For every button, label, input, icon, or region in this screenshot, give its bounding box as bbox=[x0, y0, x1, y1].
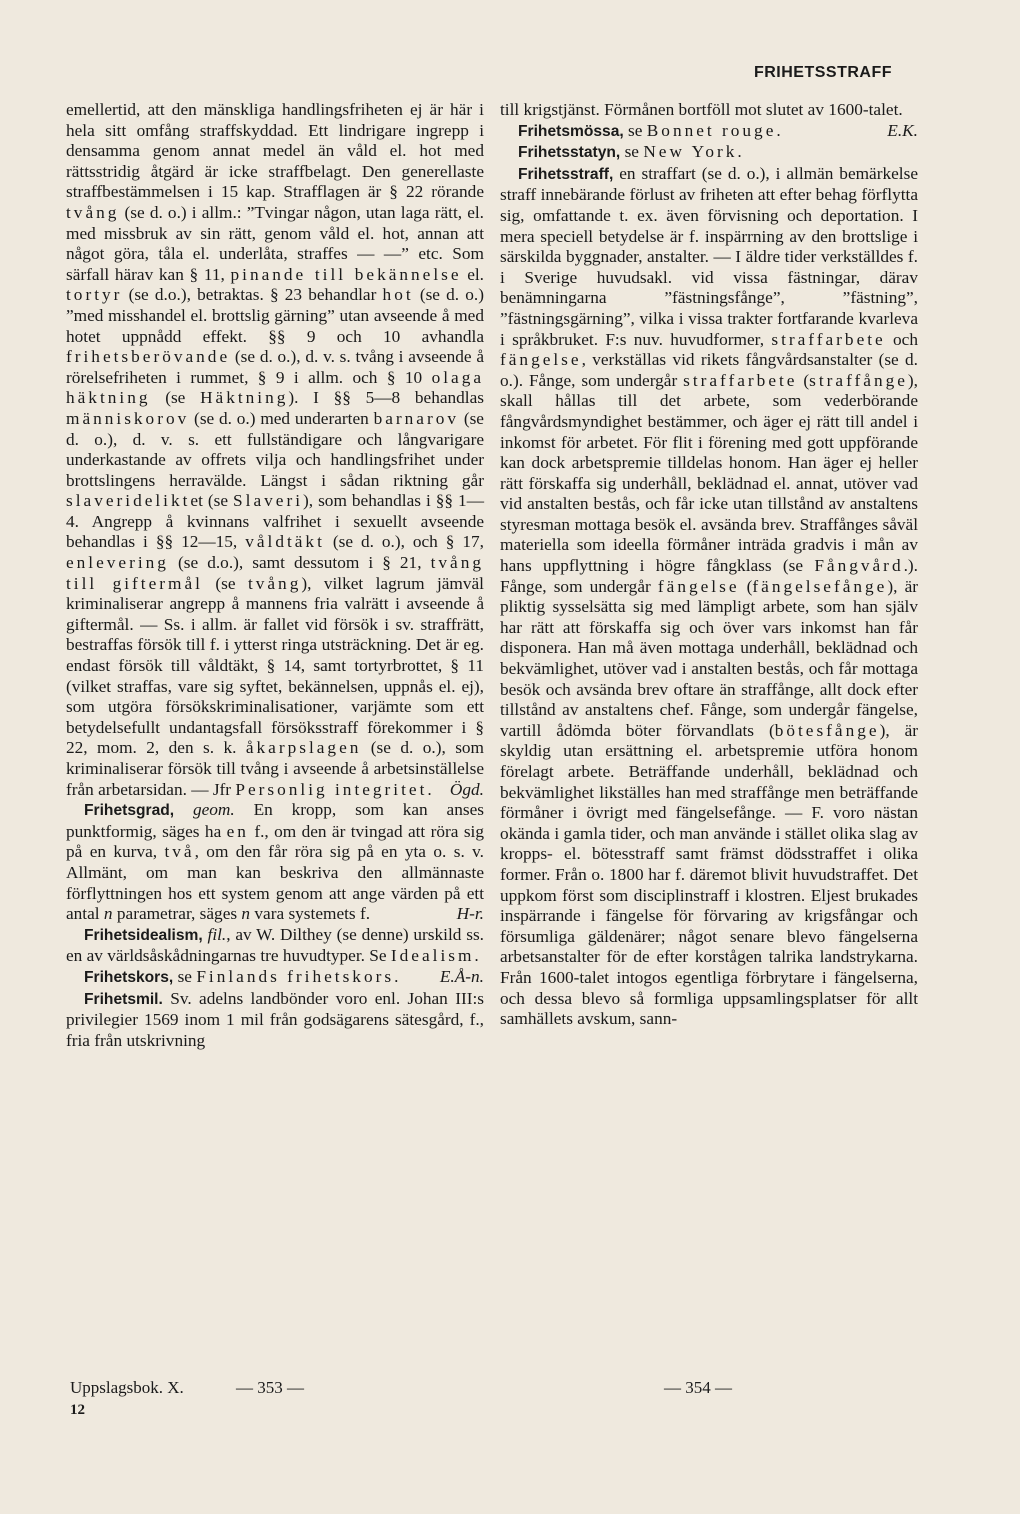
entry-headword: Frihetsmil. bbox=[84, 990, 163, 1008]
entry-frihetsgrad: Frihetsgrad, geom. En kropp, som kan anses punktformig, säges ha en f., om den är tvingad att röra sig på en kurva, två, om den får röra sig på en yta o. s. v. Allmänt, om man kan beskriva den allmännaste förflyttningen hos ett system genom att ange värden på ett antal n parametrar, säges n vara systemets f. H-r. bbox=[66, 800, 484, 924]
entry-headword: Frihetsstatyn, bbox=[518, 144, 621, 162]
running-title: FRIHETSSTRAFF bbox=[753, 64, 892, 81]
author-signature: E.Å-n. bbox=[439, 966, 484, 986]
author-signature: Ögd. bbox=[449, 779, 484, 799]
entry-headword: Frihetsstraff, bbox=[518, 165, 614, 183]
author-signature: E.K. bbox=[887, 120, 918, 140]
signature-mark: 12 bbox=[70, 1402, 85, 1418]
page-number-right: — 354 — bbox=[664, 1378, 732, 1397]
entry-frihetsmossa: Frihetsmössa, se Bonnet rouge. bbox=[518, 120, 781, 140]
entry-frihetskors: Frihetskors, se Finlands frihetskors. bbox=[84, 966, 399, 986]
entry-frihetsmil: Frihetsmil. Sv. adelns landbönder voro enl. Johan III:s privilegier 1569 inom 1 mil från godsägarens sätesgård, f., fria från utskrivning bbox=[66, 988, 484, 1050]
paragraph-continuation: emellertid, att den mänskliga handlingsfriheten ej är här i hela sitt omfång straffskyddad. Ett lindrigare ingrepp i densamma genom annat medel än våld el. hot med rättsstridig åtgärd är icke straffbelagt. Den generellaste straffbestämmelsen i 15 kap. Strafflagen är § 22 rörande tvång (se d. o.) i allm.: ”Tvingar någon, utan laga rätt, el. med missbruk av sin rätt, genom våld el. hot, annan att något göra, tåla el. underlåta, straffes — —” etc. Som särfall härav kan § 11, pinande till bekännelse el. tortyr (se d.o.), betraktas. § 23 behandlar hot (se d. o.) ”med misshandel el. brottslig gärning” utan avseende å med hotet uppnådd effekt. §§ 9 och 10 avhandla frihetsberövande (se d. o.), d. v. s. tvång i avseende å rörelsefriheten i rummet, § 9 i allm. och § 10 olaga häktning (se Häktning). I §§ 5—8 behandlas människorov (se d. o.) med underarten barnarov (se d. o.), d. v. s. ett fullständigare och långvarigare underkastande av offrets vilja och handlingsfrihet under brottslingens herravälde. Längst i sådan riktning går slaverideliktet (se Slaveri), som behandlas i §§ 1—4. Angrepp å kvinnans valfrihet i sexuellt avseende behandlas i §§ 12—15, våldtäkt (se d. o.), och § 17, enlevering (se d.o.), samt dessutom i § 21, tvång till giftermål (se tvång), vilket lagrum jämväl kriminaliserar angrepp å mannens fria valrätt i avseende å giftermål. — Ss. i allm. är fallet vid försök i sv. straffrätt, bestraffas försök till f. i ytterst ringa utsträckning. Det är eg. endast försök till våldtäkt, § 14, samt tortyrbrottet, § 11 (vilket straffas, vare sig syftet, bekännelsen, uppnås el. ej), som utgöra försökskriminalisationer, varjämte som ett betydelsefullt undantagsfall försöksstraff förekommer i § 22, mom. 2, den s. k. åkarpslagen (se d. o.), som kriminaliserar försök till tvång i avseende å arbetsinställelse från arbetarsidan. — Jfr Personlig integritet. Ögd. bbox=[66, 100, 485, 799]
book-volume: Uppslagsbok. X. bbox=[70, 1378, 184, 1397]
entry-frihetsstraff: Frihetsstraff, en straffart (se d. o.), i allmän bemärkelse straff innebärande förlust av friheten att efter behag förflytta sig, omfattande t. ex. även förvisning och deportation. I mera speciell betydelse är f. inspärrning av den brottslige i särskilda byggnader, anstalter. — I äldre tider verkställdes f. i Sverige huvudsakl. vid vissa fästningar, därav benämningarna ”fästningsfånge”, ”fästning”, ”fästningsgärning”, vilka i vissa trakter fortfarande kvarleva i språkbruket. F:s nuv. huvudformer, straffarbete och fängelse, verkställas vid rikets fångvårdsanstalter (se d. o.). Fånge, som undergår straffarbete (straffånge), skall hållas till det arbete, som vederbörande fångvårdsmyndighet bestämmer, och äger ej rätt till andel i inkomst för arbetet. För flit i förening med gott uppförande kan dock arbetspremie tilldelas honom. Han äger ej heller rätt förskaffa sig underhåll, beklädnad el. annat, utöver vad vid anstalten bestås, och får icke utan tillstånd av anstaltens styresman mottaga besök el. avsända brev. Straffånges såväl materiella som ideella förmåner inträda gradvis i mån av hans uppflyttning i högre fångklass (se Fångvård.). Fånge, som undergår fängelse (fängelsefånge), är pliktig sysselsätta sig med lämpligt arbete, som han själv har rätt att förskaffa sig och över vars inkomst han får disponera. Han må även mottaga underhåll, beklädnad och bekvämlighet, utöver vad i anstalten bestås, och får mottaga besök och avsända brev oftare än straffånge, allt dock efter tillstånd av anstaltens chef. Fånge, som undergår fängelse, vartill ådömda böter förvandlats (bötesfånge), är skyldig utan ersättning el. arbetspremie utföra honom förelagt arbete. Beträffande underhåll, beklädnad och bekvämlighet likställes han med straffånge men beträffande förmåner i övrigt med fängelsefånge. — F. voro nästan okända i gamla tider, och man använde i stället olika slag av kropps- el. bötesstraff samt främst dödsstraffet i olika former. Från o. 1800 har f. däremot blivit huvudstraffet. Det uppkom först som disciplinstraff i klostren. Eljest brukades inspärrande i fängelse för förvaring av krigsfångar och försumliga gäldenärer; något senare blevo fängelserna arbetsanstalter för de efter korstågen talrika landstrykarna. Från 1600-talet intogos egentliga förbrytare i fängelserna, och dessa blevo så formliga uppsamlingsplatser för allt samhällets avskum, sann- bbox=[500, 163, 919, 1029]
page-number-left: — 353 — bbox=[236, 1378, 304, 1397]
paragraph-continuation: till krigstjänst. Förmånen bortföll mot slutet av 1600-talet. E.K. bbox=[500, 100, 918, 140]
right-column bbox=[500, 100, 918, 1030]
author-signature: H-r. bbox=[456, 904, 484, 924]
entry-frihetsstatyn: Frihetsstatyn, se New York. bbox=[518, 142, 742, 162]
entry-headword: Frihetsidealism, bbox=[84, 926, 203, 944]
entry-headword: Frihetsgrad, bbox=[84, 802, 175, 820]
entry-headword: Frihetsmössa, bbox=[518, 122, 624, 140]
entry-headword: Frihetskors, bbox=[84, 968, 174, 986]
left-column bbox=[66, 100, 484, 1051]
entry-frihetsidealism: Frihetsidealism, fil., av W. Dilthey (se denne) urskild ss. en av världsåskådningarnas tre huvudtyper. Se Idealism. E.Å-n. bbox=[66, 924, 484, 986]
